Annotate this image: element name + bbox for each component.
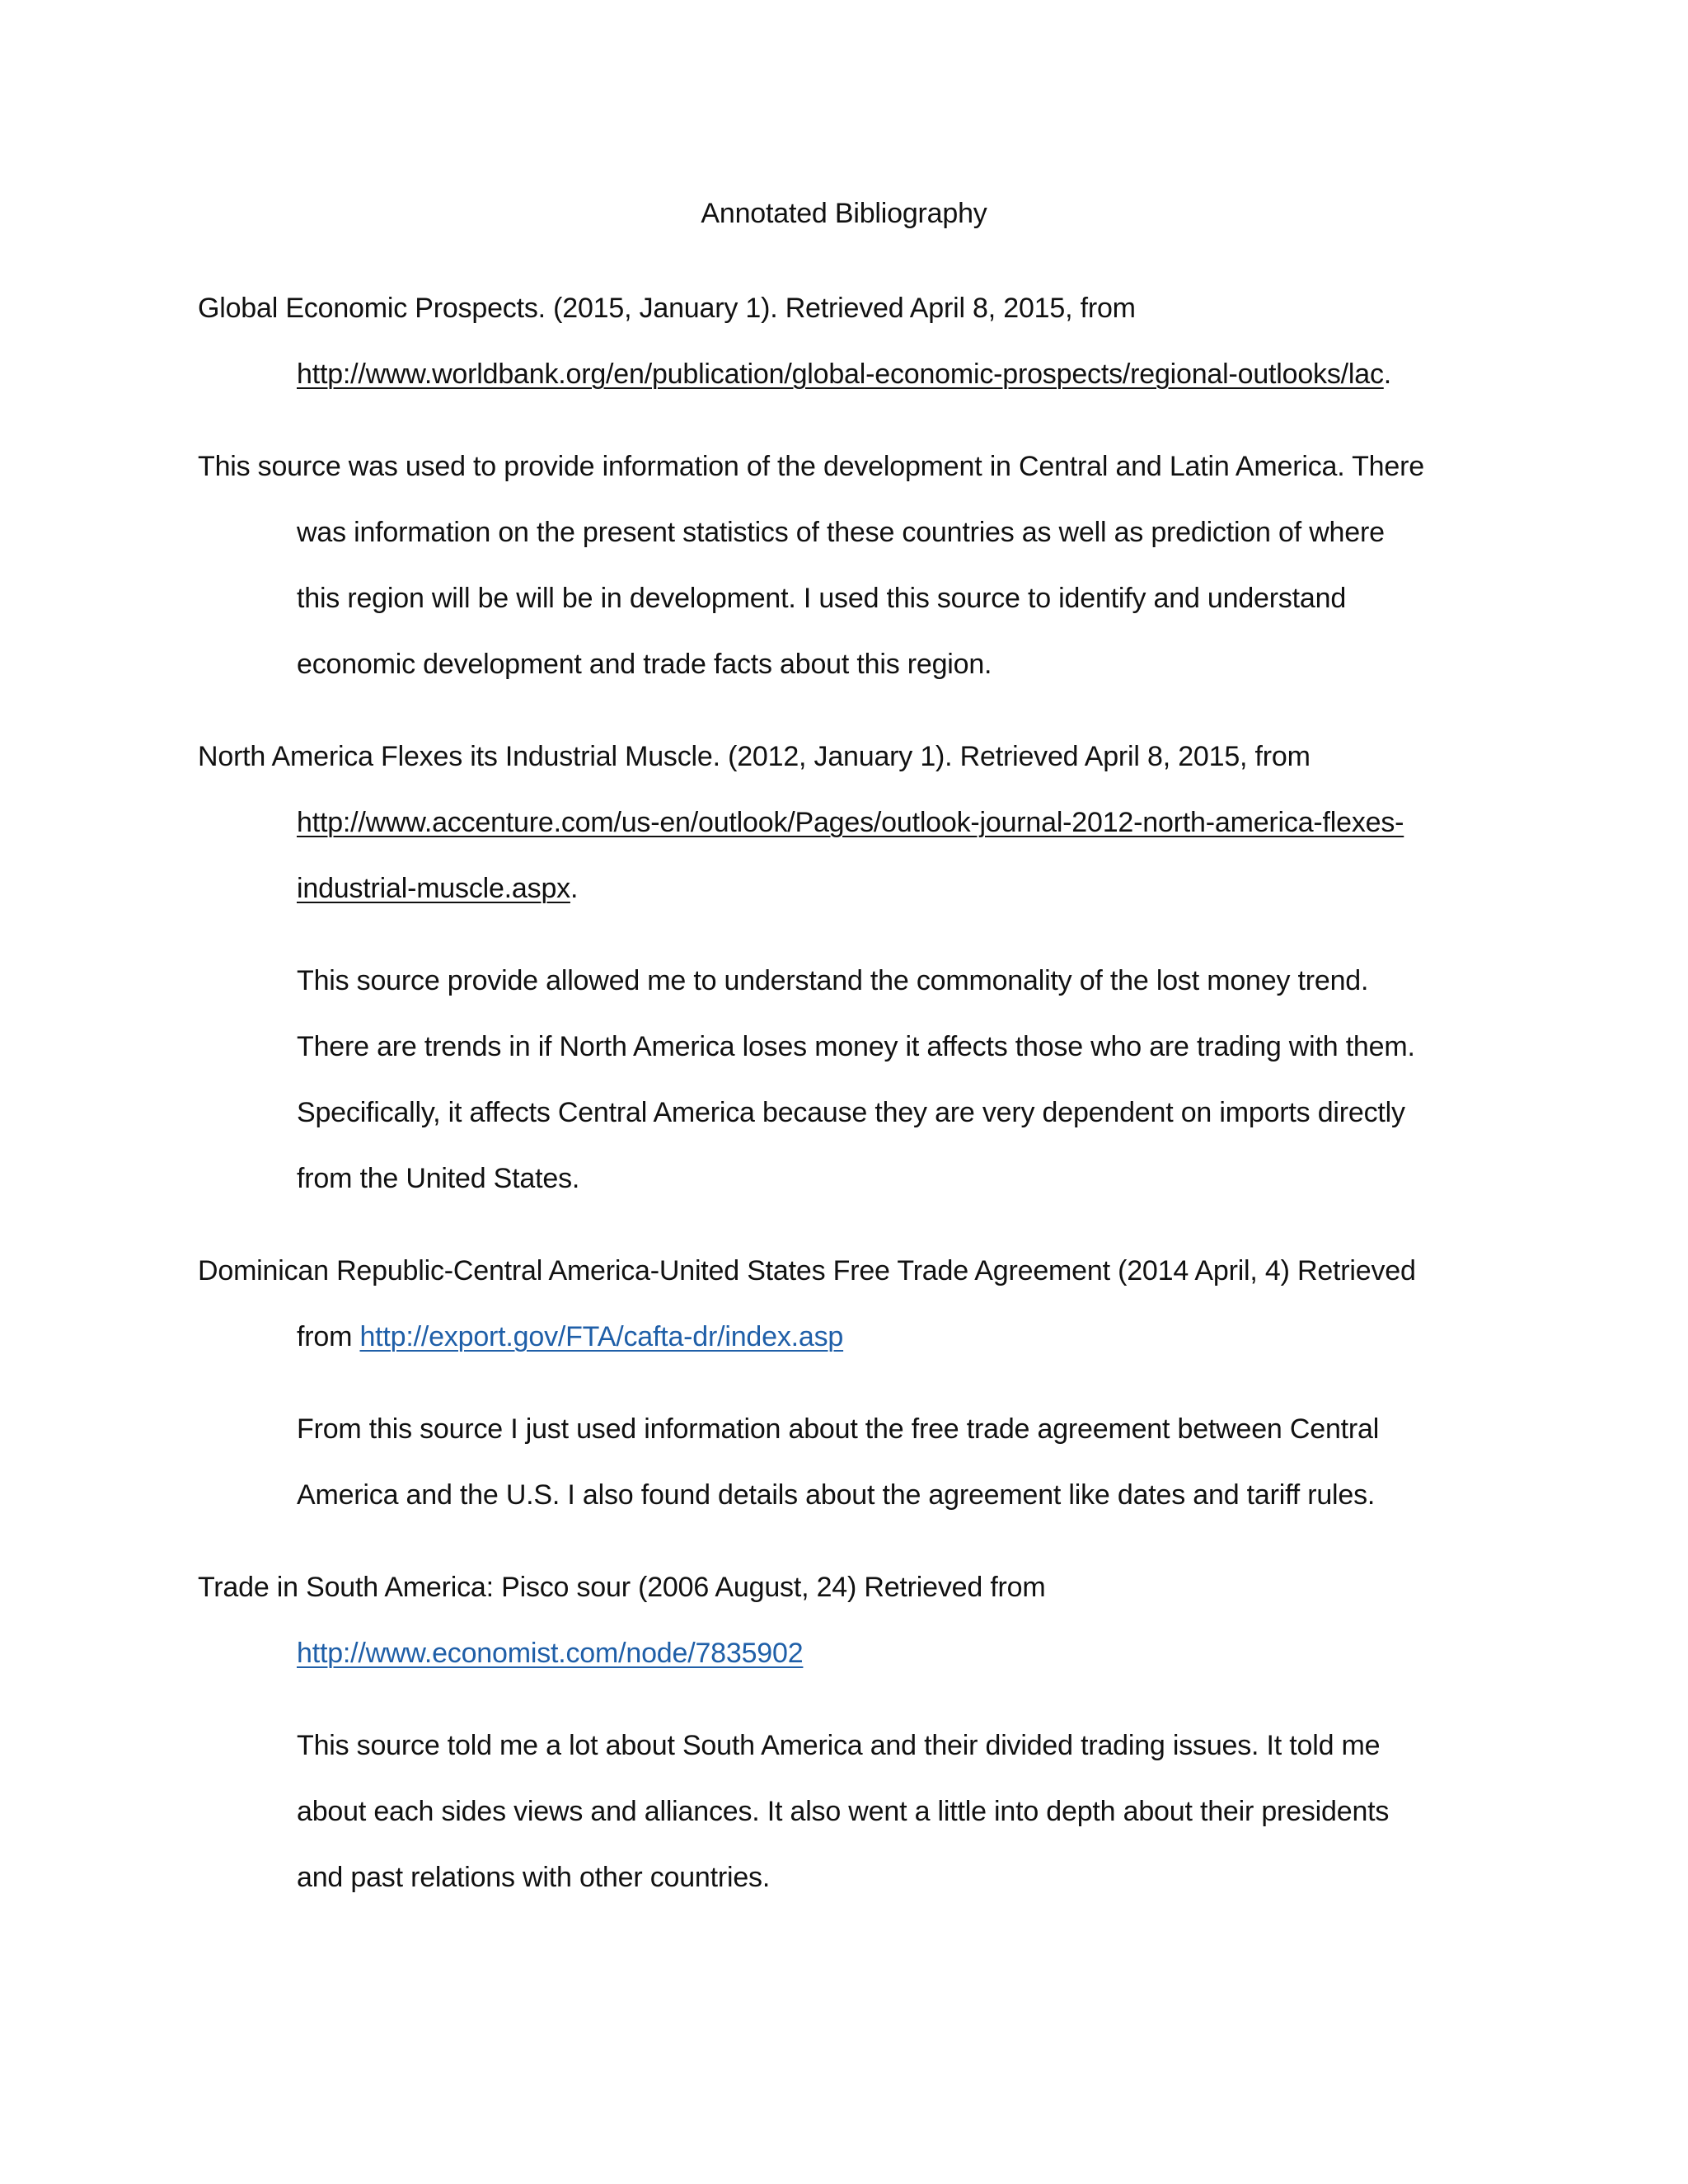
- annotation-3-line-1: From this source I just used information about the free trade agreement between Central: [297, 1413, 1380, 1445]
- annotation-4-line-2: about each sides views and alliances. It also went a little into depth about their presidents: [297, 1796, 1390, 1827]
- citation-1-url-period: .: [1383, 359, 1392, 390]
- citation-1: Global Economic Prospects. (2015, January 1). Retrieved April 8, 2015, from: [198, 293, 1136, 324]
- citation-2-link-part-2[interactable]: industrial-muscle.aspx: [297, 873, 570, 904]
- annotation-3-line-2: America and the U.S. I also found details about the agreement like dates and tariff rules.: [297, 1479, 1376, 1511]
- citation-2-url-line-1: [297, 806, 1404, 839]
- citation-4-link[interactable]: http://www.economist.com/node/7835902: [297, 1638, 804, 1669]
- annotation-1-line-1: This source was used to provide information of the development in Central and Latin America. There: [198, 451, 1424, 482]
- citation-3-url-prefix: from: [297, 1321, 360, 1352]
- citation-3-url-line: [297, 1320, 843, 1353]
- annotation-2-line-2: There are trends in if North America loses money it affects those who are trading with them.: [297, 1031, 1415, 1062]
- citation-4-url-line: [297, 1637, 803, 1670]
- annotation-2-line-1: This source provide allowed me to understand the commonality of the lost money trend.: [297, 965, 1369, 996]
- citation-2-url-line-2: [297, 872, 578, 905]
- annotation-1-line-2: was information on the present statistics of these countries as well as prediction of where: [297, 517, 1385, 548]
- annotation-2-line-3: Specifically, it affects Central America because they are very dependent on imports directly: [297, 1097, 1405, 1128]
- annotation-1-line-3: this region will be will be in development. I used this source to identify and understand: [297, 583, 1347, 614]
- annotation-2-line-4: from the United States.: [297, 1163, 580, 1194]
- citation-2-link-part-1[interactable]: http://www.accenture.com/us-en/outlook/Pages/outlook-journal-2012-north-america-flexes-: [297, 807, 1404, 838]
- citation-3: Dominican Republic-Central America-United States Free Trade Agreement (2014 April, 4) Retrieved: [198, 1255, 1416, 1286]
- page-title: Annotated Bibliography: [701, 198, 987, 229]
- citation-1-link[interactable]: http://www.worldbank.org/en/publication/global-economic-prospects/regional-outlooks/lac: [297, 359, 1384, 390]
- annotation-4-line-1: This source told me a lot about South America and their divided trading issues. It told me: [297, 1730, 1381, 1761]
- citation-1-url-line: [297, 358, 1391, 391]
- citation-4: Trade in South America: Pisco sour (2006 August, 24) Retrieved from: [198, 1572, 1046, 1603]
- annotation-4-line-3: and past relations with other countries.: [297, 1862, 771, 1893]
- citation-3-link[interactable]: http://export.gov/FTA/cafta-dr/index.asp: [359, 1321, 844, 1352]
- annotation-1-line-4: economic development and trade facts about this region.: [297, 649, 992, 680]
- citation-2: North America Flexes its Industrial Muscle. (2012, January 1). Retrieved April 8, 2015, from: [198, 741, 1311, 772]
- citation-2-url-period: .: [570, 873, 579, 904]
